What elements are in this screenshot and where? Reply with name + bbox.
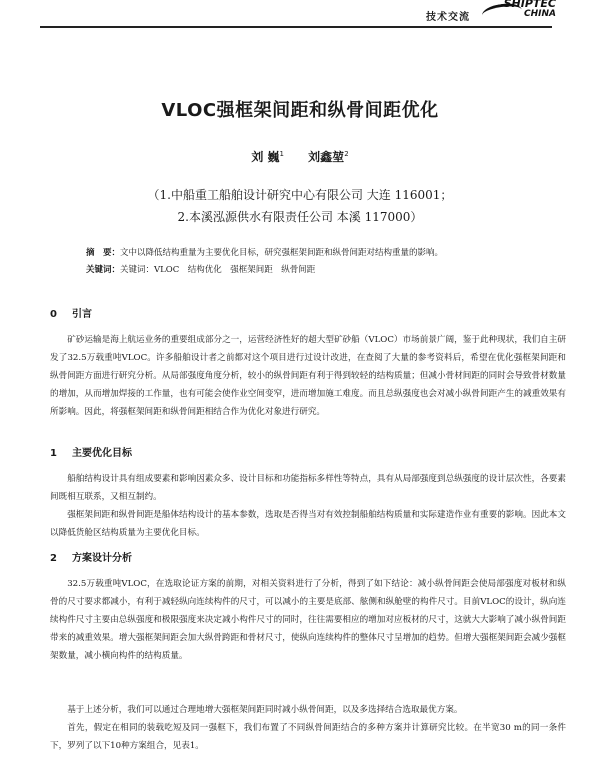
paper-title: VLOC强框架间距和纵骨间距优化 (161, 100, 439, 121)
affiliation-2: 2.本溪泓源供水有限责任公司 本溪 117000） (177, 210, 423, 224)
section-heading-1 (50, 444, 132, 459)
section-1-paragraph-1: 船舶结构设计具有组成要素和影响因素众多、设计目标和功能指标多样性等特点，具有从局部强度到总纵强度的设计层次性，各要素间既相互联系，又相互制约。 (50, 474, 566, 502)
section-2-paragraph-2: 基于上述分析，我们可以通过合理地增大强框架间距同时减小纵骨间距，以及多选择结合选取最优方案。 (67, 705, 463, 715)
keywords-line (86, 262, 556, 279)
author-affil-mark: 1 (279, 150, 284, 158)
logo-text-line2: CHINA (524, 9, 556, 19)
logo-text-line1: SHIPTEC (503, 0, 556, 10)
author-1 (251, 150, 284, 164)
affiliation-1: （1.中船重工船舶设计研究中心有限公司 大连 116001； (147, 188, 453, 202)
keywords-text: 关键词：VLOC 结构优化 强框架间距 纵骨间距 (120, 265, 316, 275)
section-0-paragraph-1: 矿砂运输是海上航运业务的重要组成部分之一，运营经济性好的超大型矿砂船（VLOC）市场前景广阔，鉴于此种现状，我们自主研发了32.5万载重吨VLOC。许多船舶设计者之前都对这个项目进行过设计改进，在查阅了大量的参考资料后，希望在优化强框架间距和纵骨间距方面进行研究分析。从局部强度角度分析，较小的纵骨间距有利于得到较轻的结构质量；但减小骨材间距的同时会导致骨材数量的增加，从而增加焊接的工作量，也有可能会使作业空间变窄，进而增加施工难度。而且总纵强度也会对减小纵骨间距产生的减重效果有所影响。因此，将强框架间距和纵骨间距相结合作为优化对象进行研究。 (50, 335, 566, 417)
section-title: 引言 (72, 309, 92, 320)
section-2-paragraph-1: 32.5万载重吨VLOC，在选取论证方案的前期，对相关资料进行了分析，得到了如下结论：减小纵骨间距会使局部强度对板材和纵骨的尺寸要求都减小，有利于减轻纵向连续构件的尺寸，可以减小的主要是底部、舷侧和纵舱壁的构件尺寸。目前VLOC的设计，纵向连续构件尺寸主要由总纵强度和极限强度来决定减小构件尺寸的同时，往往需要相应的增加对应板材的尺寸，这就大大影响了减小纵骨间距带来的减重效果。增大强框架间距会加大纵骨跨距和骨材尺寸，使纵向连续构件的整体尺寸呈增加的趋势。但增大强框架间距会减少强框架数量，减小横向构件的结构质量。 (50, 579, 566, 661)
keywords-label: 关键词： (86, 265, 121, 275)
section-number: 1 (50, 448, 57, 459)
author-list (0, 148, 600, 165)
author-2 (308, 150, 348, 164)
section-label: 技术交流 (426, 12, 470, 23)
section-2-paragraph-3: 首先，假定在相同的装载吃短及同一强框下，我们布置了不同纵骨间距结合的多种方案并计算研究比较。在半宽30 m的同一条件下，罗列了以下10种方案组合，见表1。 (50, 723, 566, 751)
author-name: 刘鑫堃 (308, 150, 345, 164)
section-heading-0 (50, 305, 92, 320)
section-title: 主要优化目标 (72, 448, 132, 459)
section-title: 方案设计分析 (72, 553, 132, 564)
abstract-block (86, 245, 556, 279)
running-header (0, 0, 600, 34)
section-number: 2 (50, 553, 57, 564)
section-number: 0 (50, 309, 57, 320)
author-affil-mark: 2 (344, 150, 349, 158)
header-rule (40, 26, 552, 28)
abstract-text: 文中以降低结构重量为主要优化目标，研究强框架间距和纵骨间距对结构重量的影响。 (120, 248, 444, 258)
author-name: 刘 巍 (251, 150, 280, 164)
section-1-paragraph-2: 强框架间距和纵骨间距是船体结构设计的基本参数，选取是否得当对有效控制船舶结构质量和实际建造作业有重要的影响。因此本文以降低货舱区结构质量为主要优化目标。 (50, 510, 566, 538)
section-heading-2 (50, 549, 132, 564)
affiliations (0, 184, 600, 228)
journal-logo (478, 0, 562, 26)
abstract-label: 摘 要： (86, 248, 121, 258)
abstract-line (86, 245, 556, 262)
